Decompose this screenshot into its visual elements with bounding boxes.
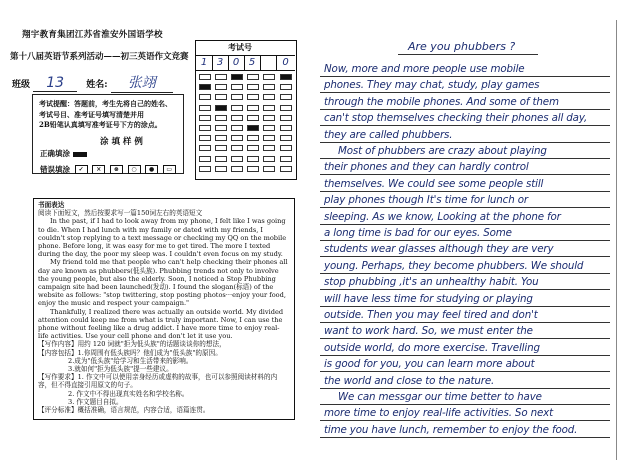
essay-ruled-line bbox=[320, 371, 610, 372]
exam-bubble[interactable] bbox=[215, 115, 227, 121]
exam-bubble[interactable] bbox=[280, 74, 292, 80]
wrong-mark-sample: ⊗ bbox=[110, 165, 123, 174]
wrong-mark-sample: ▭ bbox=[163, 165, 176, 174]
essay-line: through the mobile phones. And some of them bbox=[324, 95, 559, 108]
exam-digit[interactable]: 0 bbox=[276, 55, 295, 71]
exam-bubble[interactable] bbox=[263, 125, 275, 131]
exam-bubble[interactable] bbox=[199, 84, 211, 90]
exam-bubble[interactable] bbox=[247, 94, 259, 100]
essay-answer-area[interactable] bbox=[320, 40, 616, 454]
exam-bubble[interactable] bbox=[247, 156, 259, 162]
essay-ruled-line bbox=[320, 420, 610, 421]
exam-bubble[interactable] bbox=[231, 94, 243, 100]
correct-fill-sample bbox=[73, 152, 87, 157]
essay-line: stop phubbing ,it's an unhealthy habit. You bbox=[324, 276, 539, 289]
exam-bubble[interactable] bbox=[215, 135, 227, 141]
wrong-mark-sample: ✓ bbox=[75, 165, 88, 174]
essay-line: phones. They may chat, study, play games bbox=[324, 79, 540, 92]
exam-bubble[interactable] bbox=[231, 145, 243, 151]
exam-bubble[interactable] bbox=[199, 125, 211, 131]
writing-note: 3. 作文题目自拟。 bbox=[68, 397, 123, 406]
writing-note: 1. 作文中可以使用亲身经历或虚构的故事，也可以参照阅读材料的内容，但不得直接引用原文的句子。 bbox=[38, 373, 278, 390]
exam-bubble[interactable] bbox=[215, 156, 227, 162]
exam-bubble[interactable] bbox=[215, 125, 227, 131]
essay-ruled-line bbox=[320, 174, 610, 175]
exam-bubble[interactable] bbox=[247, 115, 259, 121]
exam-bubble[interactable] bbox=[199, 156, 211, 162]
exam-digit[interactable] bbox=[260, 55, 277, 71]
essay-line: sleeping. As we know, Looking at the phone for bbox=[324, 210, 561, 223]
exam-bubble[interactable] bbox=[231, 135, 243, 141]
exam-digit[interactable]: 1 bbox=[196, 55, 213, 71]
exam-bubble[interactable] bbox=[215, 105, 227, 111]
essay-ruled-line bbox=[320, 404, 610, 405]
wrong-fill-row bbox=[40, 164, 176, 174]
wrong-mark-sample: ○ bbox=[128, 165, 141, 174]
passage-paragraph: My friend told me that people who can't help checking their phones all day are known as phubbers(低头族). Phubbing trends not only to involve the young people, but also the elderly. Soon, I noticed a Stop Phubbing campaign site had been launched(发动). I found the slogan(标语) of the website as follows: "stop twittering, stop posting photos···enjoy your food, enjoy the music and respect your campaign." bbox=[38, 258, 288, 308]
exam-bubble[interactable] bbox=[247, 125, 259, 131]
name-label: 姓名: bbox=[86, 80, 108, 90]
exam-bubble[interactable] bbox=[263, 156, 275, 162]
essay-line: a long time is bad for our eyes. Some bbox=[324, 227, 512, 239]
essay-line: themselves. We could see some people still bbox=[324, 177, 544, 190]
exam-bubble[interactable] bbox=[263, 115, 275, 121]
essay-line: young. Perhaps, they become phubbers. We should bbox=[324, 259, 584, 272]
essay-line: Most of phubbers are crazy about playing bbox=[338, 145, 547, 157]
exam-digit[interactable]: 3 bbox=[212, 55, 229, 71]
essay-ruled-line bbox=[320, 142, 610, 143]
essay-line: can't stop themselves checking their phones all day, bbox=[324, 112, 588, 125]
notes-text-2: 2B铅笔认真填写准考证号下方的涂点。 bbox=[39, 120, 162, 129]
exam-bubble[interactable] bbox=[199, 94, 211, 100]
essay-ruled-line bbox=[320, 355, 610, 356]
exam-bubble[interactable] bbox=[215, 94, 227, 100]
grading-text: 概括准确，语言规范，内容合适，语篇连贯。 bbox=[77, 406, 210, 415]
content-point: 2.成为"低头族"给学习和生活带来的影响。 bbox=[68, 356, 193, 365]
content-point: 3.就如何"拒为低头族"提一些建议。 bbox=[68, 365, 173, 374]
name-field[interactable] bbox=[111, 72, 173, 93]
exam-digit[interactable]: 0 bbox=[228, 55, 245, 71]
exam-bubble[interactable] bbox=[199, 115, 211, 121]
contest-title: 第十八届英语节系列活动——初三英语作文竞赛 bbox=[10, 52, 189, 62]
exam-bubble[interactable] bbox=[231, 166, 243, 172]
requirements-text: 用约 120 词就"拒为低头族"的话题谈谈你的想法， bbox=[77, 340, 226, 349]
task-section-title: 书面表达 bbox=[38, 201, 65, 209]
essay-ruled-line bbox=[320, 256, 610, 257]
essay-ruled-line bbox=[320, 437, 610, 438]
exam-bubble[interactable] bbox=[263, 166, 275, 172]
essay-title-line bbox=[398, 54, 538, 55]
exam-bubble[interactable] bbox=[247, 135, 259, 141]
essay-line: Now, more and more people use mobile bbox=[324, 63, 525, 75]
essay-ruled-line bbox=[320, 273, 610, 274]
exam-bubble[interactable] bbox=[231, 125, 243, 131]
exam-bubble[interactable] bbox=[247, 84, 259, 90]
class-field[interactable] bbox=[33, 75, 77, 92]
essay-line: students wear glasses although they are very bbox=[324, 243, 554, 256]
exam-bubble[interactable] bbox=[231, 156, 243, 162]
exam-number-label: 考试号 bbox=[228, 42, 252, 52]
essay-ruled-line bbox=[320, 240, 610, 241]
page-edge bbox=[616, 20, 627, 460]
exam-bubble[interactable] bbox=[280, 105, 292, 111]
exam-bubble[interactable] bbox=[263, 135, 275, 141]
student-info-row bbox=[12, 72, 173, 93]
exam-bubble[interactable] bbox=[231, 105, 243, 111]
exam-bubble[interactable] bbox=[280, 156, 292, 162]
exam-bubble[interactable] bbox=[199, 74, 211, 80]
exam-bubble[interactable] bbox=[199, 145, 211, 151]
exam-bubble[interactable] bbox=[231, 84, 243, 90]
school-name: 翔宇教育集团江苏省淮安外国语学校 bbox=[22, 30, 163, 40]
essay-line: they are called phubbers. bbox=[324, 128, 453, 141]
class-value: 13 bbox=[46, 75, 65, 91]
writing-task bbox=[33, 198, 295, 420]
notes-text-1: 考试提醒：答题前，考生先将自己的姓名、考试号目、准考证号填写清楚并用 bbox=[39, 99, 172, 119]
exam-notes bbox=[32, 94, 184, 174]
exam-bubble[interactable] bbox=[280, 145, 292, 151]
exam-bubble[interactable] bbox=[199, 135, 211, 141]
exam-bubble[interactable] bbox=[199, 105, 211, 111]
content-title: 【内容包括】 bbox=[38, 348, 78, 357]
exam-bubble[interactable] bbox=[263, 74, 275, 80]
essay-ruled-line bbox=[320, 322, 610, 323]
essay-line: will have less time for studying or playing bbox=[324, 292, 533, 305]
requirements-title: 【写作内容】 bbox=[38, 340, 78, 349]
essay-line: outside. Then you may feel tired and don't bbox=[324, 309, 538, 321]
passage-paragraph: Thankfully, I realized there was actually an outside world. My divided attention could keep me from what is truly important. Now, I can use the phone without feeling like a drug addict. I have more time to enjoy real-life activities. Use your cell phone and don't let it use you. bbox=[38, 307, 284, 341]
exam-bubble[interactable] bbox=[231, 74, 243, 80]
essay-line: is good for you, you can learn more about bbox=[324, 358, 535, 371]
exam-number-grid bbox=[195, 40, 297, 180]
essay-ruled-line bbox=[320, 109, 610, 110]
exam-bubble[interactable] bbox=[247, 145, 259, 151]
writing-note: 2. 作文中不得出现真实姓名和学校名称。 bbox=[68, 389, 189, 398]
essay-line: the world and close to the nature. bbox=[324, 374, 495, 387]
wrong-mark-sample: ● bbox=[145, 165, 158, 174]
essay-ruled-line bbox=[320, 207, 610, 208]
exam-bubble[interactable] bbox=[280, 84, 292, 90]
essay-line: more time to enjoy real-life activities. So next bbox=[324, 407, 553, 420]
content-point: 1.你周围有低头族吗？他们成为"低头族"的原因。 bbox=[77, 348, 222, 357]
correct-fill-label: 正确填涂 bbox=[40, 149, 70, 158]
exam-bubble[interactable] bbox=[263, 145, 275, 151]
essay-ruled-line bbox=[320, 289, 610, 290]
essay-ruled-line bbox=[320, 224, 610, 225]
essay-ruled-line bbox=[320, 125, 610, 126]
essay-title: Are you phubbers ? bbox=[408, 40, 516, 53]
essay-line: their phones and they can hardly control bbox=[324, 161, 529, 174]
essay-ruled-line bbox=[320, 76, 610, 77]
fill-sample-title: 涂 填 样 例 bbox=[100, 137, 143, 147]
task-instruction: 阅读下面短文，然后按要求写一篇150词左右的英语短文 bbox=[38, 209, 203, 218]
essay-line: want to work hard. So, we must enter the bbox=[324, 325, 533, 338]
essay-line: We can messgar our time better to have bbox=[338, 391, 542, 403]
exam-bubble[interactable] bbox=[199, 166, 211, 172]
class-label: 班级 bbox=[12, 80, 31, 90]
exam-bubble[interactable] bbox=[263, 105, 275, 111]
essay-ruled-line bbox=[320, 92, 610, 93]
exam-bubble[interactable] bbox=[247, 105, 259, 111]
exam-bubble[interactable] bbox=[231, 115, 243, 121]
correct-fill-row bbox=[40, 148, 87, 159]
exam-digit[interactable]: 5 bbox=[244, 55, 261, 71]
name-value: 张翊 bbox=[127, 75, 156, 91]
essay-line: play phones though It's time for lunch or bbox=[324, 194, 528, 207]
exam-bubble[interactable] bbox=[215, 145, 227, 151]
exam-bubble[interactable] bbox=[247, 166, 259, 172]
exam-bubble[interactable] bbox=[280, 94, 292, 100]
passage-paragraph: In the past, if I had to look away from my phone, I felt like I was going to die. When I had lunch with my family or dated with my friends, I couldn't stop replying to a text message or checking my QQ on the mobile phone. Before long, it was easy for me to get tired. The more I texted during the day, the poor my sleep was. I couldn't even focus on my study. bbox=[38, 217, 287, 259]
essay-line: outside world, do more exercise. Travelling bbox=[324, 341, 540, 354]
exam-bubble[interactable] bbox=[280, 125, 292, 131]
exam-bubble[interactable] bbox=[247, 74, 259, 80]
essay-line: time you have lunch, remember to enjoy the food. bbox=[324, 423, 578, 436]
essay-ruled-line bbox=[320, 388, 610, 389]
exam-bubble[interactable] bbox=[215, 166, 227, 172]
exam-bubble[interactable] bbox=[215, 74, 227, 80]
exam-bubble[interactable] bbox=[263, 94, 275, 100]
grading-title: 【评分标准】 bbox=[38, 406, 78, 415]
essay-ruled-line bbox=[320, 158, 610, 159]
exam-bubble[interactable] bbox=[263, 84, 275, 90]
essay-ruled-line bbox=[320, 338, 610, 339]
wrong-fill-label: 错误填涂 bbox=[40, 164, 70, 174]
wrong-mark-sample: × bbox=[92, 165, 105, 174]
exam-bubble[interactable] bbox=[280, 115, 292, 121]
essay-ruled-line bbox=[320, 306, 610, 307]
exam-bubble[interactable] bbox=[215, 84, 227, 90]
exam-bubble[interactable] bbox=[280, 166, 292, 172]
writing-notes-title: 【写作要求】 bbox=[38, 373, 78, 382]
essay-ruled-line bbox=[320, 191, 610, 192]
exam-bubble[interactable] bbox=[280, 135, 292, 141]
